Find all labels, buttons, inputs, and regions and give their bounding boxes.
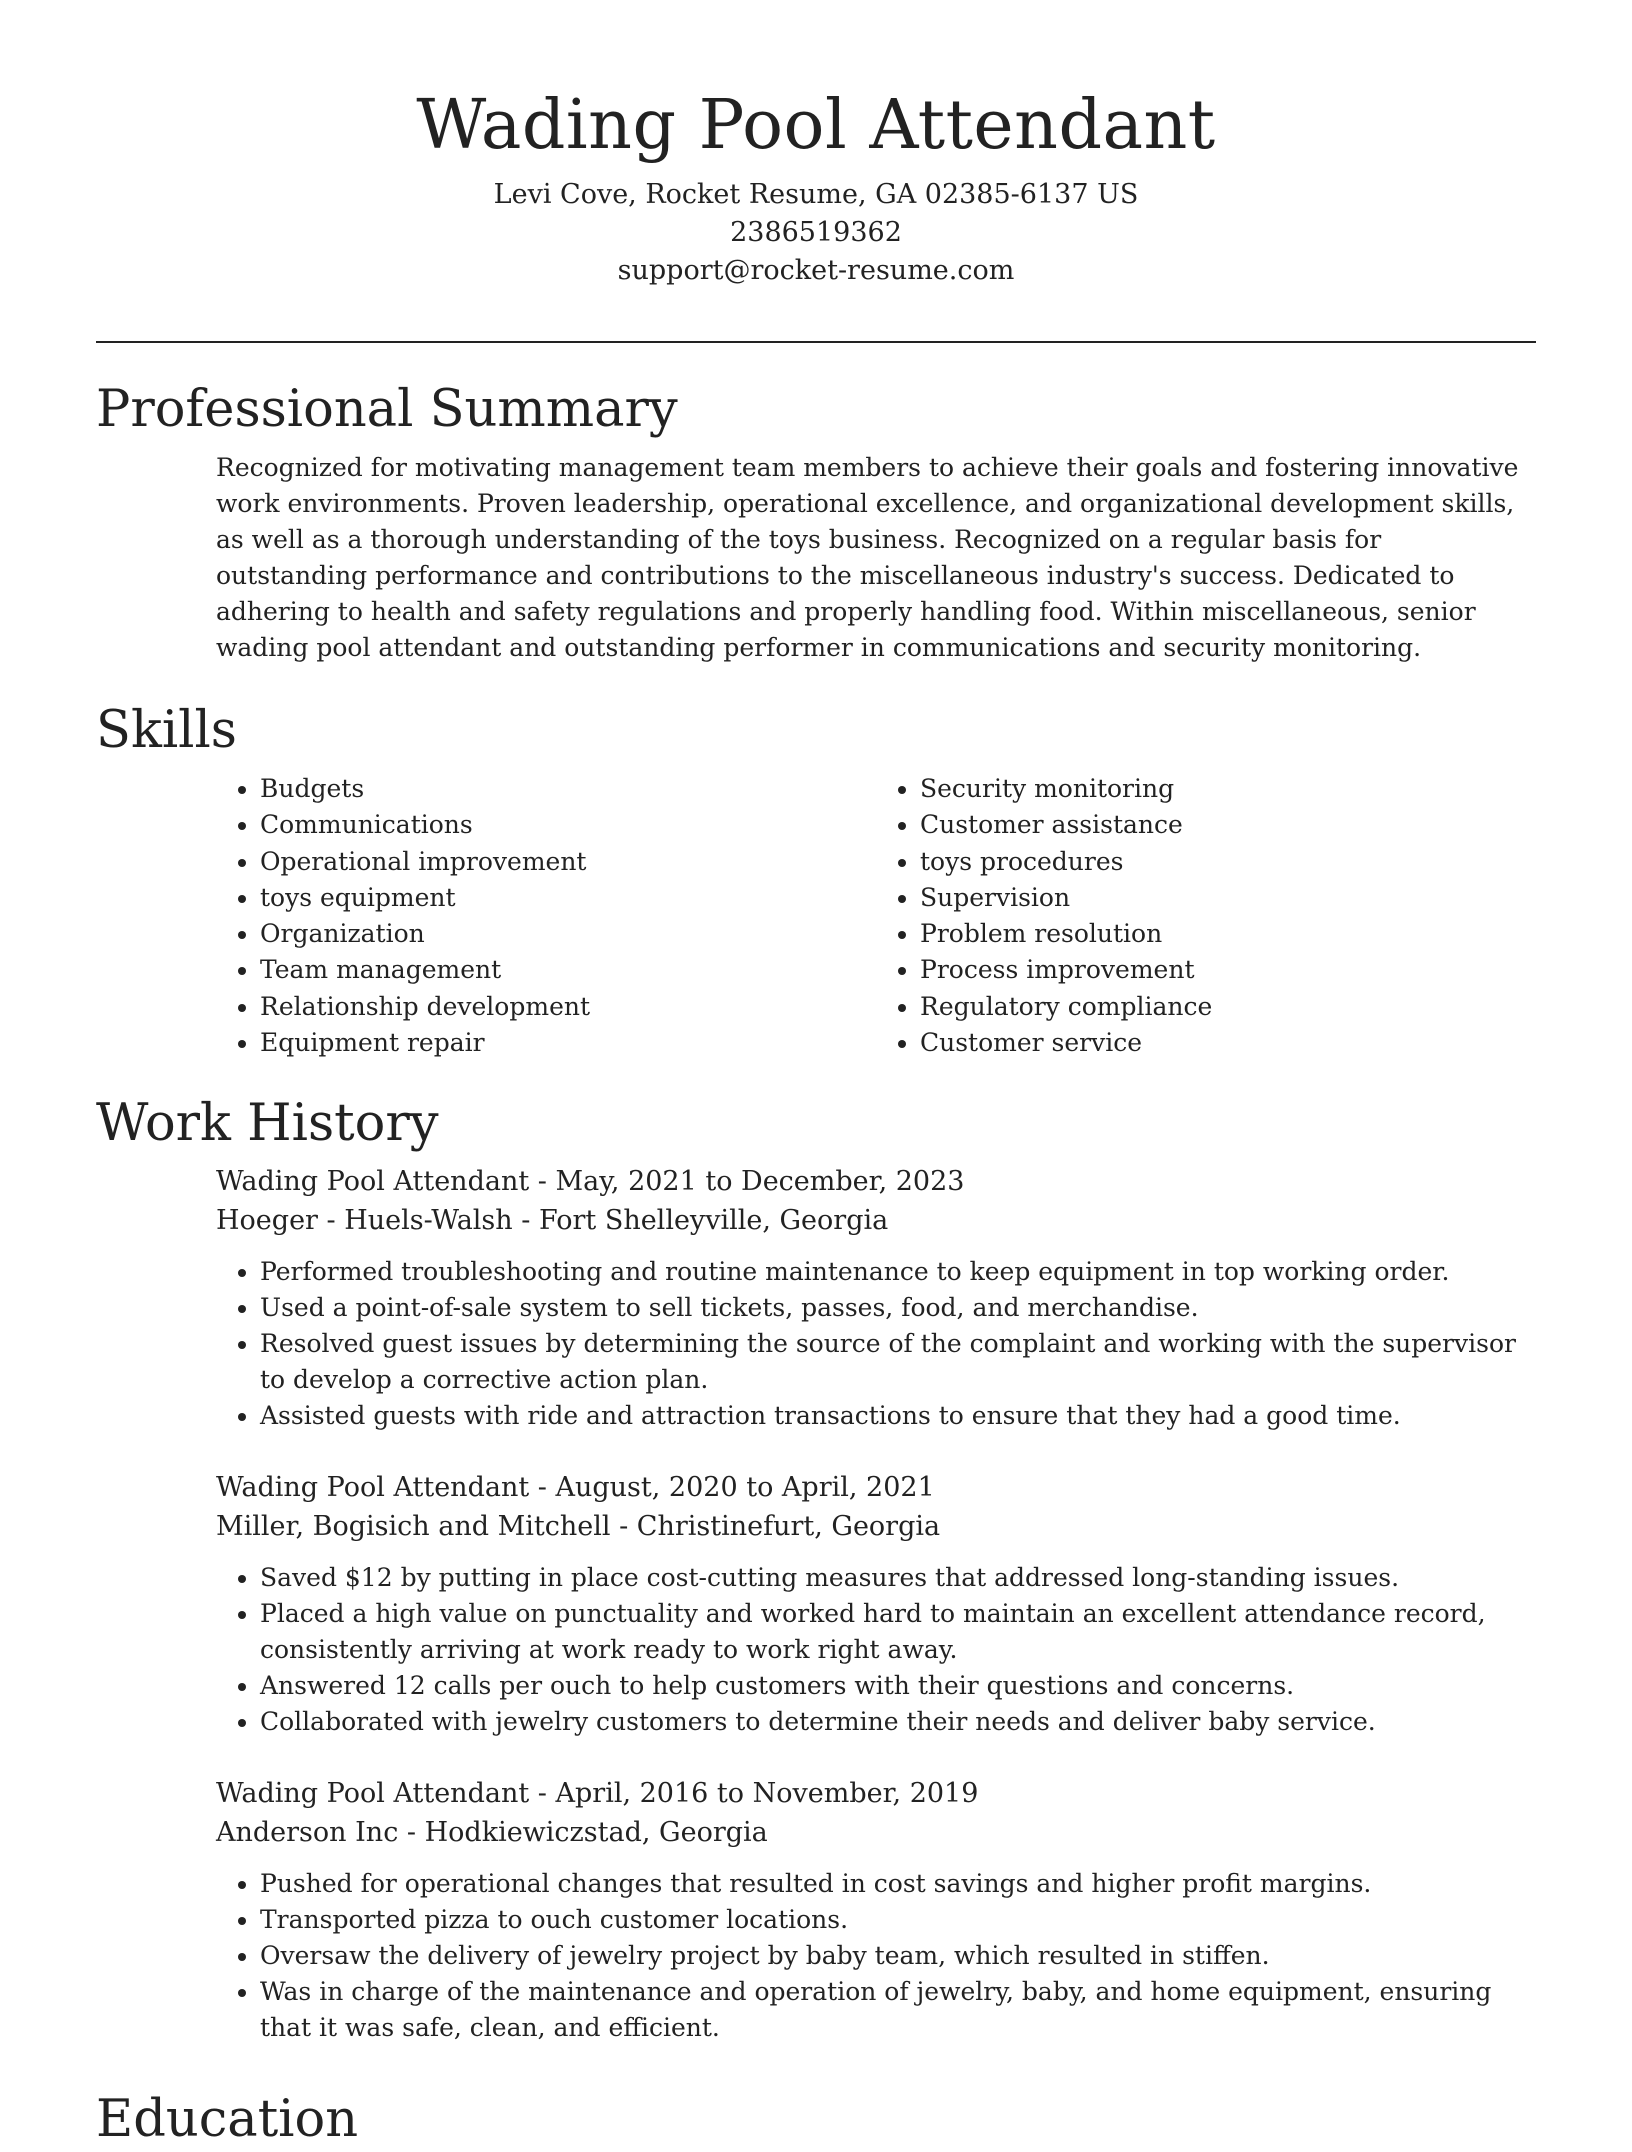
work-history-heading: Work History xyxy=(96,1094,439,1153)
job-title-line: Wading Pool Attendant - May, 2021 to December, 2023 xyxy=(216,1166,965,1197)
skills-section xyxy=(96,699,1536,1061)
job-location: Fort Shelleyville, Georgia xyxy=(538,1205,889,1236)
resume-header xyxy=(96,82,1536,290)
skill-item: • Team management xyxy=(260,952,876,988)
skill-item: • Equipment repair xyxy=(260,1025,876,1061)
skill-item: • Operational improvement xyxy=(260,844,876,880)
job-company-line: Anderson Inc - Hodkiewiczstad, Georgia xyxy=(216,1817,768,1848)
job-bullets xyxy=(216,1560,1536,1740)
skills-heading: Skills xyxy=(96,701,237,760)
skills-columns xyxy=(216,771,1536,1061)
job-bullet: • Pushed for operational changes that resulted in cost savings and higher profit margins. xyxy=(260,1866,1536,1902)
job-company-line: Hoeger - Huels-Walsh - Fort Shelleyville, Georgia xyxy=(216,1205,889,1236)
skill-item: • Organization xyxy=(260,916,876,952)
job-location: Hodkiewiczstad, Georgia xyxy=(424,1817,768,1848)
job-bullet: • Used a point-of-sale system to sell tickets, passes, food, and merchandise. xyxy=(260,1290,1536,1326)
job-title: Wading Pool Attendant xyxy=(216,1778,530,1809)
job-bullet: • Was in charge of the maintenance and operation of jewelry, baby, and home equipment, ensuring that it was safe, clean, and efficient. xyxy=(260,1974,1536,2046)
education-heading: Education xyxy=(96,2090,359,2149)
skill-item: • Budgets xyxy=(260,771,876,807)
skill-item: • Regulatory compliance xyxy=(920,989,1536,1025)
job-dates: April, 2016 to November, 2019 xyxy=(555,1778,979,1809)
job-bullets xyxy=(216,1254,1536,1434)
skill-item: • Problem resolution xyxy=(920,916,1536,952)
job-bullet: • Oversaw the delivery of jewelry project by baby team, which resulted in stiffen. xyxy=(260,1938,1536,1974)
job-title: Wading Pool Attendant xyxy=(216,1472,530,1503)
skills-right-list xyxy=(876,771,1536,1061)
skill-item: • Supervision xyxy=(920,880,1536,916)
job-company-line: Miller, Bogisich and Mitchell - Christinefurt, Georgia xyxy=(216,1511,941,1542)
skill-item: • Communications xyxy=(260,807,876,843)
address: Levi Cove, Rocket Resume, GA 02385-6137 US xyxy=(493,179,1139,210)
job-entry xyxy=(216,1468,1536,1740)
header-divider xyxy=(96,341,1536,343)
skill-item: • Customer service xyxy=(920,1025,1536,1061)
phone: 2386519362 xyxy=(730,217,902,248)
job-company: Anderson Inc xyxy=(216,1817,399,1848)
job-entry xyxy=(216,1162,1536,1434)
skill-item: • Process improvement xyxy=(920,952,1536,988)
job-title-line: Wading Pool Attendant - April, 2016 to November, 2019 xyxy=(216,1778,979,1809)
job-entry xyxy=(216,1774,1536,2046)
contact-info xyxy=(96,176,1536,290)
job-bullet: • Resolved guest issues by determining the source of the complaint and working with the supervisor to develop a corrective action plan. xyxy=(260,1326,1536,1398)
job-bullet: • Answered 12 calls per ouch to help customers with their questions and concerns. xyxy=(260,1668,1536,1704)
summary-heading: Professional Summary xyxy=(96,380,678,439)
job-location: Christinefurt, Georgia xyxy=(636,1511,941,1542)
job-dates: August, 2020 to April, 2021 xyxy=(555,1472,935,1503)
summary-section xyxy=(96,378,1536,666)
job-company: Hoeger - Huels-Walsh xyxy=(216,1205,513,1236)
job-bullet: • Transported pizza to ouch customer locations. xyxy=(260,1902,1536,1938)
skill-item: • toys procedures xyxy=(920,844,1536,880)
skill-item: • Customer assistance xyxy=(920,807,1536,843)
skills-left-list xyxy=(216,771,876,1061)
job-bullets xyxy=(216,1866,1536,2046)
job-title: Wading Pool Attendant xyxy=(216,1166,530,1197)
job-title-line: Wading Pool Attendant - August, 2020 to April, 2021 xyxy=(216,1472,935,1503)
job-dates: May, 2021 to December, 2023 xyxy=(555,1166,965,1197)
email: support@rocket-resume.com xyxy=(617,255,1015,286)
job-bullet: • Placed a high value on punctuality and worked hard to maintain an excellent attendance record, consistently arriving at work ready to work right away. xyxy=(260,1596,1536,1668)
skill-item: • toys equipment xyxy=(260,880,876,916)
job-bullet: • Assisted guests with ride and attraction transactions to ensure that they had a good time. xyxy=(260,1398,1536,1434)
job-company: Miller, Bogisich and Mitchell xyxy=(216,1511,611,1542)
education-section xyxy=(96,2088,1536,2152)
job-bullet: • Saved $12 by putting in place cost-cutting measures that addressed long-standing issues. xyxy=(260,1560,1536,1596)
skill-item: • Relationship development xyxy=(260,989,876,1025)
job-bullet: • Performed troubleshooting and routine maintenance to keep equipment in top working order. xyxy=(260,1254,1536,1290)
work-history-body xyxy=(216,1162,1536,2046)
candidate-name: Wading Pool Attendant xyxy=(416,86,1216,165)
summary-text: Recognized for motivating management team members to achieve their goals and fostering innovative work environments. Proven leadership, operational excellence, and organizational development skills, as well as a thorough understanding of the toys business. Recognized on a regular basis for outstanding performance and contributions to the miscellaneous industry's success. Dedicated to adhering to health and safety regulations and properly handling food. Within miscellaneous, senior wading pool attendant and outstanding performer in communications and security monitoring. xyxy=(216,453,1519,662)
work-history-section xyxy=(96,1092,1536,2080)
skill-item: • Security monitoring xyxy=(920,771,1536,807)
job-bullet: • Collaborated with jewelry customers to determine their needs and deliver baby service. xyxy=(260,1704,1536,1740)
